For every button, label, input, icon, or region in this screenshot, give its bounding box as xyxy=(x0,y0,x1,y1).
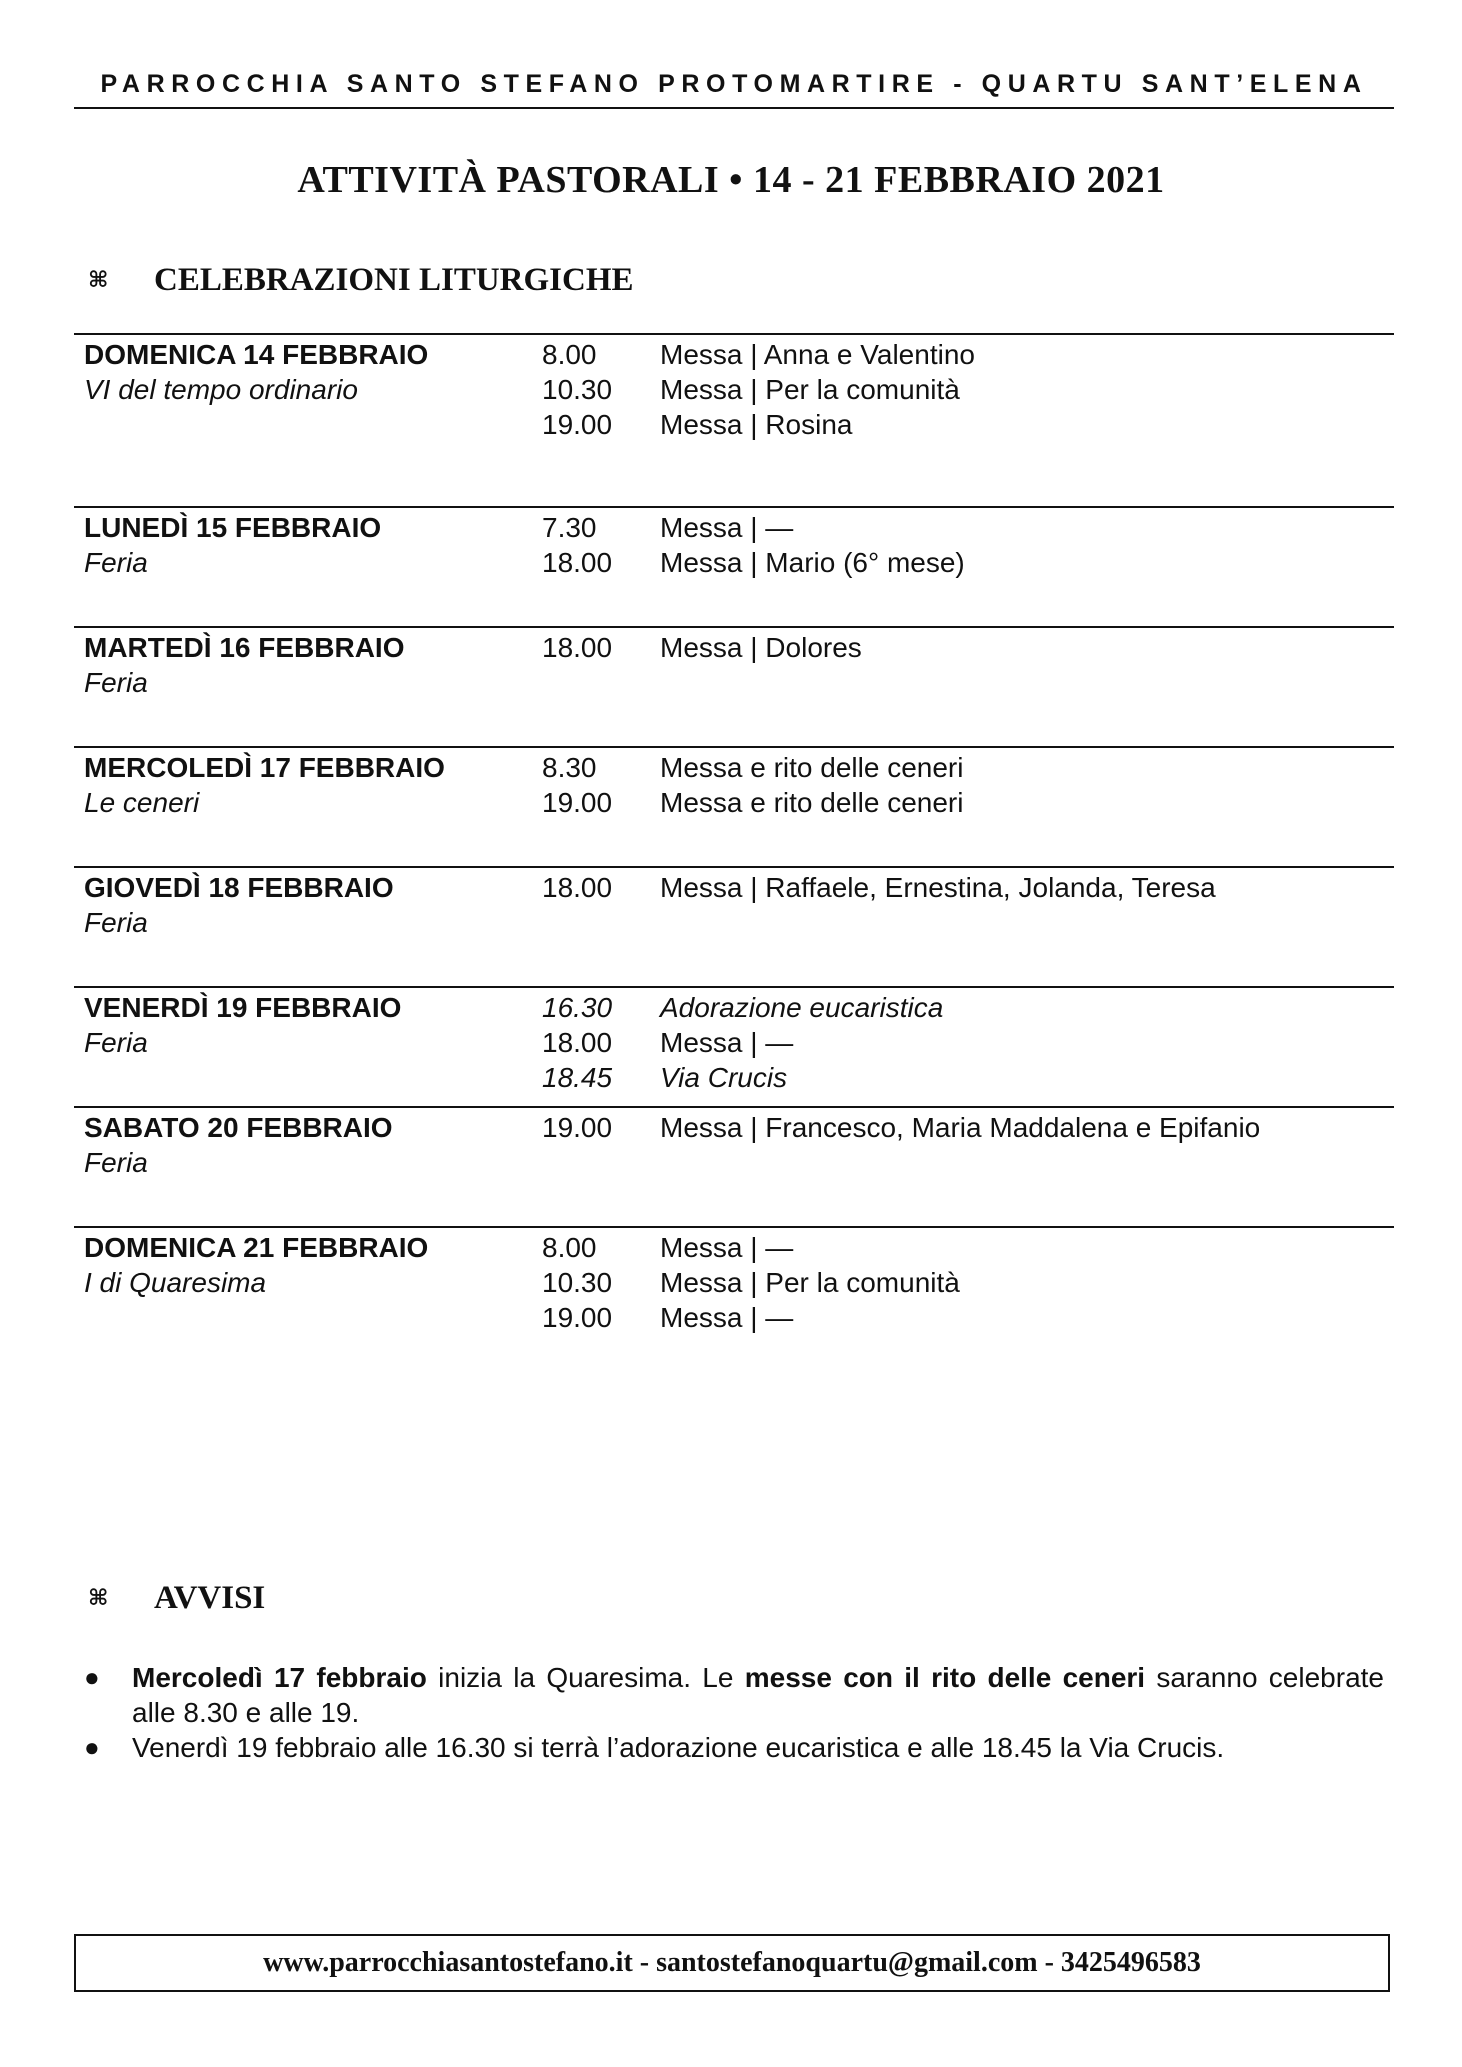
entry-time: 18.00 xyxy=(542,1027,613,1058)
schedule-entry xyxy=(542,510,1392,545)
section-title: AVVISI xyxy=(154,1580,266,1616)
entry-description: Messa | Rosina xyxy=(660,409,853,440)
day-block xyxy=(74,1106,1394,1226)
schedule-entry xyxy=(542,1265,1392,1300)
day-entries xyxy=(542,750,1392,820)
entry-description: Messa | Dolores xyxy=(660,632,862,663)
contact-info: www.parrocchiasantostefano.it - santostefanoquartu@gmail.com - 3425496583 xyxy=(263,1947,1201,1978)
entry-time: 18.00 xyxy=(542,872,613,903)
day-entries xyxy=(542,510,1392,580)
entry-time: 8.00 xyxy=(542,1232,597,1263)
entry-description: Messa | Raffaele, Ernestina, Jolanda, Teresa xyxy=(660,872,1216,903)
day-name: SABATO 20 FEBBRAIO xyxy=(84,1112,393,1143)
schedule-entry xyxy=(542,1110,1392,1145)
liturgical-day: VI del tempo ordinario xyxy=(84,374,358,405)
liturgical-day: Feria xyxy=(84,907,148,938)
day-entries xyxy=(542,870,1392,905)
schedule-entry xyxy=(542,990,1392,1025)
day-name: LUNEDÌ 15 FEBBRAIO xyxy=(84,512,382,543)
schedule-entry xyxy=(542,407,1392,442)
entry-time: 16.30 xyxy=(542,992,613,1023)
notice-item xyxy=(80,1730,1384,1765)
day-entries xyxy=(542,1230,1392,1335)
section-heading-notices xyxy=(88,1580,265,1617)
entry-description: Adorazione eucaristica xyxy=(660,992,944,1023)
parish-header: PARROCCHIA SANTO STEFANO PROTOMARTIRE - QUARTU SANT’ELENA xyxy=(74,70,1394,109)
section-marker-icon: ⌘ xyxy=(88,268,109,293)
schedule-entry xyxy=(542,870,1392,905)
schedule-entry xyxy=(542,372,1392,407)
day-block xyxy=(74,986,1394,1106)
day-block xyxy=(74,866,1394,986)
bullet-icon: ● xyxy=(84,1732,100,1762)
notices-list xyxy=(80,1660,1384,1765)
liturgical-day: Feria xyxy=(84,1027,148,1058)
page-title: ATTIVITÀ PASTORALI • 14 - 21 FEBBRAIO 2021 xyxy=(297,159,1165,201)
day-info xyxy=(84,337,544,407)
day-name: DOMENICA 14 FEBBRAIO xyxy=(84,339,429,370)
day-info xyxy=(84,1110,544,1180)
entry-time: 18.00 xyxy=(542,547,613,578)
schedule-entry xyxy=(542,1025,1392,1060)
schedule-entry xyxy=(542,337,1392,372)
entry-time: 18.00 xyxy=(542,632,613,663)
entry-description: Messa | Per la comunità xyxy=(660,1267,960,1298)
entry-time: 18.45 xyxy=(542,1062,613,1093)
notice-emphasis: Mercoledì 17 febbraio xyxy=(132,1662,427,1693)
entry-time: 8.30 xyxy=(542,752,597,783)
day-name: MARTEDÌ 16 FEBBRAIO xyxy=(84,632,405,663)
entry-time: 19.00 xyxy=(542,409,613,440)
notice-emphasis: messe con il rito delle ceneri xyxy=(744,1662,1146,1693)
day-entries xyxy=(542,630,1392,665)
day-name: MERCOLEDÌ 17 FEBBRAIO xyxy=(84,752,445,783)
day-info xyxy=(84,1230,544,1300)
schedule-entry xyxy=(542,785,1392,820)
schedule-entry xyxy=(542,545,1392,580)
entry-time: 10.30 xyxy=(542,1267,613,1298)
entry-time: 19.00 xyxy=(542,1302,613,1333)
liturgical-day: Feria xyxy=(84,1147,148,1178)
day-entries xyxy=(542,337,1392,442)
notice-item xyxy=(80,1660,1384,1730)
notice-text: inizia la Quaresima. Le xyxy=(426,1662,745,1693)
liturgical-day: Le ceneri xyxy=(84,787,200,818)
day-name: GIOVEDÌ 18 FEBBRAIO xyxy=(84,872,394,903)
bullet-icon: ● xyxy=(84,1662,100,1692)
entry-description: Via Crucis xyxy=(660,1062,788,1093)
entry-time: 19.00 xyxy=(542,787,613,818)
entry-time: 10.30 xyxy=(542,374,613,405)
section-title: CELEBRAZIONI LITURGICHE xyxy=(154,262,634,298)
day-name: VENERDÌ 19 FEBBRAIO xyxy=(84,992,402,1023)
day-block xyxy=(74,626,1394,746)
schedule-entry xyxy=(542,630,1392,665)
entry-time: 19.00 xyxy=(542,1112,613,1143)
day-block xyxy=(74,1226,1394,1346)
entry-description: Messa e rito delle ceneri xyxy=(660,787,964,818)
entry-description: Messa | — xyxy=(660,1302,794,1333)
entry-description: Messa | Mario (6° mese) xyxy=(660,547,965,578)
day-info xyxy=(84,630,544,700)
liturgical-day: I di Quaresima xyxy=(84,1267,267,1298)
day-info xyxy=(84,510,544,580)
day-info xyxy=(84,750,544,820)
schedule-entry xyxy=(542,1060,1392,1095)
entry-description: Messa | Francesco, Maria Maddalena e Epifanio xyxy=(660,1112,1261,1143)
schedule-entry xyxy=(542,750,1392,785)
entry-description: Messa e rito delle ceneri xyxy=(660,752,964,783)
day-entries xyxy=(542,1110,1392,1145)
schedule-entry xyxy=(542,1300,1392,1335)
entry-time: 8.00 xyxy=(542,339,597,370)
day-info xyxy=(84,870,544,940)
contact-footer xyxy=(74,1934,1390,1992)
section-marker-icon: ⌘ xyxy=(88,1586,109,1611)
notice-text: Venerdì 19 febbraio alle 16.30 si terrà l’adorazione eucaristica e alle 18.45 la Via Crucis. xyxy=(132,1732,1225,1763)
liturgical-day: Feria xyxy=(84,667,148,698)
day-block xyxy=(74,506,1394,626)
entry-description: Messa | Per la comunità xyxy=(660,374,960,405)
entry-description: Messa | Anna e Valentino xyxy=(660,339,975,370)
entry-description: Messa | — xyxy=(660,1027,794,1058)
day-info xyxy=(84,990,544,1060)
day-entries xyxy=(542,990,1392,1095)
entry-description: Messa | — xyxy=(660,512,794,543)
entry-description: Messa | — xyxy=(660,1232,794,1263)
liturgical-day: Feria xyxy=(84,547,148,578)
day-block xyxy=(74,333,1394,506)
entry-time: 7.30 xyxy=(542,512,597,543)
schedule-entry xyxy=(542,1230,1392,1265)
day-name: DOMENICA 21 FEBBRAIO xyxy=(84,1232,429,1263)
day-block xyxy=(74,746,1394,866)
notice-text: saranno celebrate alle 8.30 e alle 19. xyxy=(132,1662,1384,1728)
liturgical-schedule xyxy=(74,333,1394,1346)
section-heading-celebrations xyxy=(88,262,634,299)
